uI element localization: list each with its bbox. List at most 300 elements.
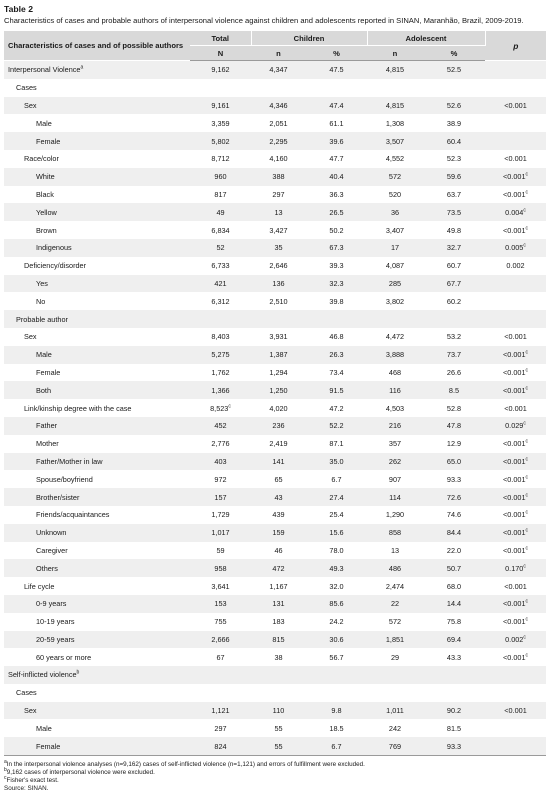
cell-total-n: 59 <box>190 542 251 560</box>
cell-total-n: 824 <box>190 737 251 755</box>
cell-adolescent-n <box>367 666 423 684</box>
cell-p-value: <0.001$^c$ <box>485 470 546 488</box>
cell-adolescent-pct: 93.3 <box>423 737 485 755</box>
cell-total-n: 6,834 <box>190 221 251 239</box>
cell-adolescent-n: 3,407 <box>367 221 423 239</box>
footnote-marker: c <box>525 616 529 623</box>
cell-adolescent-pct <box>423 666 485 684</box>
table-header <box>4 31 546 61</box>
row-label: Both <box>4 381 190 399</box>
cell-children-pct: 50.2 <box>306 221 367 239</box>
cell-adolescent-pct: 8.5 <box>423 381 485 399</box>
cell-children-n: 131 <box>251 595 306 613</box>
cell-total-n: 6,733 <box>190 257 251 275</box>
header-children-n: n <box>251 46 306 61</box>
cell-adolescent-n: 1,851 <box>367 631 423 649</box>
cell-adolescent-n: 357 <box>367 435 423 453</box>
footnote-marker: c <box>523 563 526 570</box>
cell-adolescent-pct: 84.4 <box>423 524 485 542</box>
cell-children-n: 1,294 <box>251 364 306 382</box>
cell-children-n: 4,346 <box>251 97 306 115</box>
cell-total-n: 1,762 <box>190 364 251 382</box>
cell-children-pct: 39.8 <box>306 292 367 310</box>
cell-p-value: 0.029$^c$ <box>485 417 546 435</box>
cell-adolescent-pct: 52.6 <box>423 97 485 115</box>
cell-children-pct: 30.6 <box>306 631 367 649</box>
cell-p-value <box>485 719 546 737</box>
header-children-pct: % <box>306 46 367 61</box>
table-row <box>4 524 546 542</box>
cell-adolescent-pct: 49.8 <box>423 221 485 239</box>
cell-total-n: 153 <box>190 595 251 613</box>
cell-total-n <box>190 310 251 328</box>
cell-p-value: <0.001$^c$ <box>485 648 546 666</box>
cell-total-n: 67 <box>190 648 251 666</box>
row-label: Cases <box>4 79 190 97</box>
cell-children-n: 236 <box>251 417 306 435</box>
cell-adolescent-n: 1,308 <box>367 114 423 132</box>
cell-total-n: 2,776 <box>190 435 251 453</box>
cell-p-value: <0.001$^c$ <box>485 506 546 524</box>
cell-children-pct: 46.8 <box>306 328 367 346</box>
cell-children-n: 65 <box>251 470 306 488</box>
cell-children-pct: 56.7 <box>306 648 367 666</box>
cell-total-n: 3,641 <box>190 577 251 595</box>
cell-adolescent-n: 2,474 <box>367 577 423 595</box>
cell-p-value: <0.001$^c$ <box>485 381 546 399</box>
cell-total-n: 8,523$^c$ <box>190 399 251 417</box>
cell-children-pct: 24.2 <box>306 613 367 631</box>
cell-p-value: <0.001$^c$ <box>485 346 546 364</box>
cell-p-value: <0.001$^c$ <box>485 435 546 453</box>
table-row <box>4 595 546 613</box>
cell-adolescent-pct: 47.8 <box>423 417 485 435</box>
cell-adolescent-n: 114 <box>367 488 423 506</box>
cell-p-value: <0.001$^c$ <box>485 221 546 239</box>
cell-total-n <box>190 684 251 702</box>
cell-total-n: 960 <box>190 168 251 186</box>
cell-total-n: 9,161 <box>190 97 251 115</box>
cell-total-n: 1,121 <box>190 702 251 720</box>
cell-total-n: 297 <box>190 719 251 737</box>
cell-adolescent-pct <box>423 684 485 702</box>
cell-p-value: <0.001 <box>485 577 546 595</box>
cell-adolescent-n: 486 <box>367 559 423 577</box>
cell-adolescent-pct: 63.7 <box>423 186 485 204</box>
cell-p-value <box>485 737 546 755</box>
cell-adolescent-pct: 43.3 <box>423 648 485 666</box>
row-label: Male <box>4 114 190 132</box>
cell-children-pct: 32.3 <box>306 275 367 293</box>
footnote: $^c$Fisher's exact test. <box>4 775 59 785</box>
cell-adolescent-n: 242 <box>367 719 423 737</box>
cell-children-pct: 6.7 <box>306 737 367 755</box>
footnote-marker: c <box>525 349 529 356</box>
cell-p-value: 0.002$^c$ <box>485 631 546 649</box>
table-body <box>4 61 546 756</box>
cell-p-value <box>485 61 546 79</box>
cell-p-value <box>485 292 546 310</box>
footnote: $^b$9,162 cases of interpersonal violence were excluded. <box>4 767 155 777</box>
footnote-marker: c <box>523 207 526 214</box>
header-adolescent-n: n <box>367 46 423 61</box>
cell-children-pct: 61.1 <box>306 114 367 132</box>
table-row <box>4 381 546 399</box>
table-row <box>4 417 546 435</box>
footnote-marker: c <box>525 474 529 481</box>
table-row <box>4 559 546 577</box>
cell-adolescent-n: 1,290 <box>367 506 423 524</box>
cell-adolescent-pct: 52.3 <box>423 150 485 168</box>
cell-adolescent-n <box>367 684 423 702</box>
cell-p-value <box>485 666 546 684</box>
row-label: Interpersonal Violence$^a$ <box>4 61 190 79</box>
cell-adolescent-pct: 93.3 <box>423 470 485 488</box>
cell-adolescent-n: 22 <box>367 595 423 613</box>
cell-children-n: 2,646 <box>251 257 306 275</box>
cell-children-n: 2,510 <box>251 292 306 310</box>
header-adolescent-pct: % <box>423 46 485 61</box>
table-row <box>4 168 546 186</box>
cell-children-pct: 6.7 <box>306 470 367 488</box>
cell-adolescent-n: 769 <box>367 737 423 755</box>
cell-adolescent-n: 468 <box>367 364 423 382</box>
cell-children-pct: 52.2 <box>306 417 367 435</box>
cell-total-n: 9,162 <box>190 61 251 79</box>
cell-p-value: <0.001$^c$ <box>485 613 546 631</box>
cell-children-pct: 47.7 <box>306 150 367 168</box>
table-row <box>4 346 546 364</box>
cell-p-value <box>485 79 546 97</box>
cell-children-n: 38 <box>251 648 306 666</box>
cell-adolescent-n: 4,815 <box>367 61 423 79</box>
footnote-marker: c <box>525 652 529 659</box>
cell-adolescent-n: 3,507 <box>367 132 423 150</box>
cell-p-value: <0.001$^c$ <box>485 488 546 506</box>
table-row <box>4 61 546 79</box>
row-label: Cases <box>4 684 190 702</box>
cell-total-n: 52 <box>190 239 251 257</box>
cell-children-n: 3,931 <box>251 328 306 346</box>
cell-total-n: 1,366 <box>190 381 251 399</box>
cell-adolescent-pct: 68.0 <box>423 577 485 595</box>
table-row <box>4 203 546 221</box>
cell-adolescent-pct: 53.2 <box>423 328 485 346</box>
table-row <box>4 737 546 755</box>
table-row <box>4 542 546 560</box>
cell-adolescent-pct: 72.6 <box>423 488 485 506</box>
header-N: N <box>190 46 251 61</box>
footnote-marker: c <box>523 242 526 249</box>
header-stub: Characteristics of cases and of possible authors <box>4 31 190 61</box>
cell-adolescent-n: 572 <box>367 613 423 631</box>
footnote-marker: a <box>80 64 84 71</box>
cell-adolescent-n: 285 <box>367 275 423 293</box>
cell-total-n: 157 <box>190 488 251 506</box>
cell-children-n: 4,160 <box>251 150 306 168</box>
table-row <box>4 399 546 417</box>
cell-total-n: 2,666 <box>190 631 251 649</box>
cell-children-n: 815 <box>251 631 306 649</box>
table-row <box>4 150 546 168</box>
cell-children-n: 472 <box>251 559 306 577</box>
footnote-marker: c <box>525 598 529 605</box>
cell-p-value: 0.004$^c$ <box>485 203 546 221</box>
cell-children-n: 2,295 <box>251 132 306 150</box>
cell-total-n: 452 <box>190 417 251 435</box>
cell-adolescent-pct: 12.9 <box>423 435 485 453</box>
table-row <box>4 666 546 684</box>
row-label: Mother <box>4 435 190 453</box>
cell-children-pct: 87.1 <box>306 435 367 453</box>
cell-total-n: 403 <box>190 453 251 471</box>
cell-total-n <box>190 79 251 97</box>
cell-children-n: 13 <box>251 203 306 221</box>
row-label: Female <box>4 364 190 382</box>
row-label: Father/Mother in law <box>4 453 190 471</box>
table-row <box>4 328 546 346</box>
cell-total-n: 972 <box>190 470 251 488</box>
cell-adolescent-pct: 90.2 <box>423 702 485 720</box>
table-row <box>4 577 546 595</box>
footnote-marker: c <box>523 634 526 641</box>
table-row <box>4 114 546 132</box>
cell-children-pct: 25.4 <box>306 506 367 524</box>
cell-children-n: 2,051 <box>251 114 306 132</box>
cell-children-pct: 78.0 <box>306 542 367 560</box>
table-row <box>4 453 546 471</box>
row-label: Race/color <box>4 150 190 168</box>
cell-children-n: 141 <box>251 453 306 471</box>
table-row <box>4 239 546 257</box>
table-label: Table 2 <box>4 4 33 14</box>
cell-adolescent-n: 29 <box>367 648 423 666</box>
cell-children-pct: 47.4 <box>306 97 367 115</box>
cell-p-value: <0.001 <box>485 399 546 417</box>
cell-children-n: 1,387 <box>251 346 306 364</box>
cell-adolescent-pct: 73.5 <box>423 203 485 221</box>
cell-p-value <box>485 132 546 150</box>
table-row <box>4 79 546 97</box>
cell-total-n: 3,359 <box>190 114 251 132</box>
cell-p-value: <0.001$^c$ <box>485 524 546 542</box>
cell-adolescent-pct: 22.0 <box>423 542 485 560</box>
cell-children-n <box>251 684 306 702</box>
cell-children-pct: 26.5 <box>306 203 367 221</box>
cell-adolescent-pct: 75.8 <box>423 613 485 631</box>
cell-adolescent-pct: 38.9 <box>423 114 485 132</box>
cell-p-value: <0.001$^c$ <box>485 364 546 382</box>
row-label: 60 years or more <box>4 648 190 666</box>
cell-total-n: 8,403 <box>190 328 251 346</box>
cell-adolescent-pct <box>423 310 485 328</box>
cell-children-n: 35 <box>251 239 306 257</box>
cell-adolescent-pct: 60.7 <box>423 257 485 275</box>
footnote: $^a$In the interpersonal violence analyses (n=9,162) cases of self-inflicted violence (n=1,121) and errors of fulfillment were excluded. <box>4 758 365 769</box>
cell-p-value: 0.002 <box>485 257 546 275</box>
cell-adolescent-n: 13 <box>367 542 423 560</box>
cell-p-value: <0.001$^c$ <box>485 542 546 560</box>
row-label: Caregiver <box>4 542 190 560</box>
cell-children-pct: 27.4 <box>306 488 367 506</box>
cell-adolescent-n: 4,503 <box>367 399 423 417</box>
footnote-marker: c <box>525 385 529 392</box>
cell-adolescent-n <box>367 79 423 97</box>
table-row <box>4 292 546 310</box>
cell-adolescent-n: 116 <box>367 381 423 399</box>
table-footnotes <box>4 758 546 793</box>
header-total: Total <box>190 31 251 46</box>
cell-children-pct: 36.3 <box>306 186 367 204</box>
cell-children-n: 4,020 <box>251 399 306 417</box>
cell-p-value <box>485 275 546 293</box>
cell-total-n: 1,729 <box>190 506 251 524</box>
cell-adolescent-pct: 52.8 <box>423 399 485 417</box>
cell-children-n: 43 <box>251 488 306 506</box>
cell-children-pct: 47.5 <box>306 61 367 79</box>
row-label: Yes <box>4 275 190 293</box>
cell-total-n: 817 <box>190 186 251 204</box>
cell-children-pct: 40.4 <box>306 168 367 186</box>
cell-children-n: 3,427 <box>251 221 306 239</box>
cell-adolescent-pct: 26.6 <box>423 364 485 382</box>
cell-children-n: 110 <box>251 702 306 720</box>
cell-children-pct: 49.3 <box>306 559 367 577</box>
row-label: Self-inflicted violence$^b$ <box>4 666 190 684</box>
cell-children-n: 46 <box>251 542 306 560</box>
cell-adolescent-pct: 69.4 <box>423 631 485 649</box>
row-label: Sex <box>4 702 190 720</box>
cell-children-n: 183 <box>251 613 306 631</box>
cell-total-n: 1,017 <box>190 524 251 542</box>
table-row <box>4 702 546 720</box>
footnote-marker: b <box>76 670 80 677</box>
table-row <box>4 506 546 524</box>
row-label: Brother/sister <box>4 488 190 506</box>
cell-children-pct: 47.2 <box>306 399 367 417</box>
cell-p-value: <0.001$^c$ <box>485 453 546 471</box>
footnote-marker: c <box>525 189 529 196</box>
cell-adolescent-n: 3,888 <box>367 346 423 364</box>
cell-adolescent-n: 216 <box>367 417 423 435</box>
cell-total-n: 421 <box>190 275 251 293</box>
row-label: Deficiency/disorder <box>4 257 190 275</box>
cell-children-n: 297 <box>251 186 306 204</box>
footnote-marker: c <box>228 403 231 410</box>
footnote-marker: c <box>525 225 529 232</box>
cell-total-n: 755 <box>190 613 251 631</box>
cell-adolescent-n: 4,472 <box>367 328 423 346</box>
row-label: Indigenous <box>4 239 190 257</box>
row-label: Friends/acquaintances <box>4 506 190 524</box>
table-row <box>4 310 546 328</box>
cell-adolescent-pct: 73.7 <box>423 346 485 364</box>
cell-adolescent-pct: 52.5 <box>423 61 485 79</box>
table-row <box>4 364 546 382</box>
cell-adolescent-pct: 60.2 <box>423 292 485 310</box>
footnote-marker: c <box>525 509 529 516</box>
cell-children-pct: 26.3 <box>306 346 367 364</box>
cell-p-value: <0.001$^c$ <box>485 168 546 186</box>
cell-adolescent-n: 17 <box>367 239 423 257</box>
cell-p-value: <0.001 <box>485 150 546 168</box>
cell-children-pct: 67.3 <box>306 239 367 257</box>
footnote-marker: c <box>525 456 529 463</box>
cell-p-value: <0.001 <box>485 328 546 346</box>
cell-adolescent-pct: 74.6 <box>423 506 485 524</box>
row-label: Unknown <box>4 524 190 542</box>
cell-total-n: 8,712 <box>190 150 251 168</box>
header-children: Children <box>251 31 367 46</box>
cell-children-pct: 39.6 <box>306 132 367 150</box>
cell-children-pct: 32.0 <box>306 577 367 595</box>
cell-children-n: 159 <box>251 524 306 542</box>
table-caption: Characteristics of cases and probable authors of interpersonal violence against children and adolescents reported in SINAN, Maranhão, Brazil, 2009-2019. <box>4 16 524 25</box>
table-row <box>4 435 546 453</box>
table-row <box>4 613 546 631</box>
row-label: Female <box>4 737 190 755</box>
table-row <box>4 631 546 649</box>
cell-adolescent-pct: 14.4 <box>423 595 485 613</box>
cell-adolescent-n: 520 <box>367 186 423 204</box>
cell-p-value: <0.001$^c$ <box>485 186 546 204</box>
row-label: Female <box>4 132 190 150</box>
row-label: Spouse/boyfriend <box>4 470 190 488</box>
footnote-marker: c <box>525 545 529 552</box>
table-row <box>4 257 546 275</box>
table-row <box>4 132 546 150</box>
cell-total-n: 6,312 <box>190 292 251 310</box>
cell-adolescent-n: 36 <box>367 203 423 221</box>
cell-children-n: 136 <box>251 275 306 293</box>
row-label: Father <box>4 417 190 435</box>
row-label: No <box>4 292 190 310</box>
cell-children-n <box>251 666 306 684</box>
row-label: Life cycle <box>4 577 190 595</box>
row-label: Others <box>4 559 190 577</box>
row-label: Yellow <box>4 203 190 221</box>
cell-children-pct <box>306 310 367 328</box>
footnote-marker: c <box>523 420 526 427</box>
cell-children-pct: 15.6 <box>306 524 367 542</box>
cell-adolescent-n: 262 <box>367 453 423 471</box>
row-label: 20-59 years <box>4 631 190 649</box>
cell-adolescent-pct: 50.7 <box>423 559 485 577</box>
cell-p-value: 0.005$^c$ <box>485 239 546 257</box>
footnote-marker: c <box>525 492 529 499</box>
cell-children-pct: 91.5 <box>306 381 367 399</box>
cell-adolescent-n: 858 <box>367 524 423 542</box>
row-label: Sex <box>4 97 190 115</box>
cell-adolescent-pct <box>423 79 485 97</box>
cell-children-pct: 35.0 <box>306 453 367 471</box>
header-adolescent: Adolescent <box>367 31 485 46</box>
row-label: Sex <box>4 328 190 346</box>
cell-total-n <box>190 666 251 684</box>
table-row <box>4 186 546 204</box>
cell-children-pct: 39.3 <box>306 257 367 275</box>
cell-adolescent-pct: 67.7 <box>423 275 485 293</box>
header-p: p <box>485 31 546 61</box>
cell-total-n: 958 <box>190 559 251 577</box>
cell-total-n: 5,802 <box>190 132 251 150</box>
table-row <box>4 470 546 488</box>
cell-children-n: 55 <box>251 737 306 755</box>
row-label: 10-19 years <box>4 613 190 631</box>
table-row <box>4 275 546 293</box>
cell-adolescent-n <box>367 310 423 328</box>
cell-adolescent-n: 572 <box>367 168 423 186</box>
